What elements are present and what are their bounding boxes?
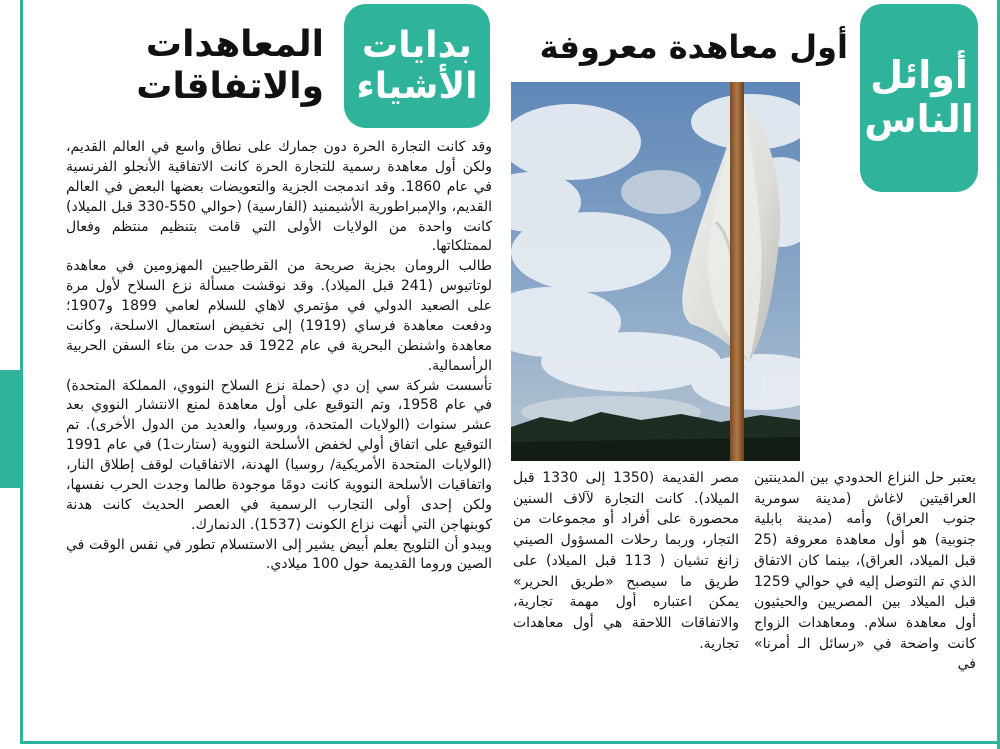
- left-article-title: [100, 24, 324, 109]
- left-title-line2: والاتفاقات: [136, 66, 324, 108]
- left-paragraph-2: طالب الرومان بجزية صريحة من القرطاجيين المهزومين في معاهدة لوتاتيوس (241 قبل الميلاد). وقد نوقشت مسألة نزع السلاح لأول مرة على الصعيد الدولي في مؤتمري لاهاي للسلام لعامي 1899 و1907؛ ودفعت معاهدة فرساي (1919) إلى تخفيض استعمال الاسلحة، وكانت معاهدة واشنطن البحرية في عام 1922 قد حدت من بناء السفن الحربية الرأسمالية.: [66, 258, 492, 374]
- right-article-title: أول معاهدة معروفة: [539, 28, 848, 66]
- left-article-body: [66, 138, 492, 575]
- right-tab-line1: أوائل: [870, 53, 968, 98]
- left-accent-bar: [0, 370, 22, 488]
- right-article-column-left: مصر القديمة (1350 إلى 1330 قبل الميلاد). كانت التجارة لآلاف السنين محصورة على أفراد أو مجموعات من التجار، وربما رحلات المسؤول الصيني زانغ تشيان ( 113 قبل الميلاد) على طريق ما سيصبح «طريق الحرير» يمكن اعتباره أول مهمة تجارية، والاتفاقات اللاحقة هي أول معاهدات تجارية.: [513, 470, 739, 652]
- left-paragraph-1: وقد كانت التجارة الحرة دون جمارك على نطاق واسع في العالم القديم، ولكن أول معاهدة رسمية للتجارة الحرة كانت الاتفاقية الأنجلو الفرنسية في عام 1860. وقد اندمجت الجزية والتعويضات بعضها البعض في العالم القديم، والإمبراطورية الأشيمنيد (الفارسية) (حوالي 550-330 قبل الميلاد) كانت واحدة من الولايات الأولى التي قامت بتنظيم منتظم وفعال لممتلكاتها.: [66, 139, 492, 255]
- right-section-tab: [860, 4, 978, 192]
- left-title-line1: المعاهدات: [145, 24, 324, 65]
- right-article-column-right: يعتبر حل النزاع الحدودي بين المدينتين العراقيتين لاغاش (مدينة سومرية جنوب العراق) وأمه (مدينة بابلية جنوبية) هو أول معاهدة معروفة (25 قبل الميلاد، العراق)، بينما كان الاتفاق الذي تم التوصل إليه في حوالي 1259 قبل الميلاد بين المصريين والحيثيون أول معاهدة سلام. ومعاهدات الزواج كانت واضحة في «رسائل الـ أمرنا» في: [754, 470, 976, 673]
- left-paragraph-4: ويبدو أن التلويح بعلم أبيض يشير إلى الاستسلام تطور في نفس الوقت في الصين وروما القديمة حول 100 ميلادي.: [66, 536, 492, 573]
- left-tab-line1: بدايات: [362, 24, 472, 66]
- left-paragraph-3: تأسست شركة سي إن دي (حملة نزع السلاح النووي، المملكة المتحدة) في عام 1958، وتم التوقيع على أول معاهدة لمنع الانتشار النووي بعد عشر سنوات (الولايات المتحدة، وروسيا، والعديد من الدول الأخرى). تم التوقيع على اتفاق أولي لخفض الأسلحة النووية (ستارت1) في عام 1991 (الولايات المتحدة الأمريكية/ روسيا) الهدنة، الاتفاقيات لوقف إطلاق النار، واتفاقيات الأسلحة النووية كانت دومًا موجودة طالما وجدت الحرب نفسها، ولكن إحدى أولى التجارب الرسمية في العصر الحديث كانت هدنة كوبنهاجن التي أنهت نزاع الكونت (1537). الدنمارك.: [66, 377, 492, 533]
- right-tab-line2: الناس: [864, 97, 974, 141]
- left-tab-line2: الأشياء: [356, 66, 478, 107]
- frame-line-bottom: [20, 741, 1000, 744]
- white-flag-photo: [511, 82, 800, 461]
- left-section-tab: [344, 4, 490, 128]
